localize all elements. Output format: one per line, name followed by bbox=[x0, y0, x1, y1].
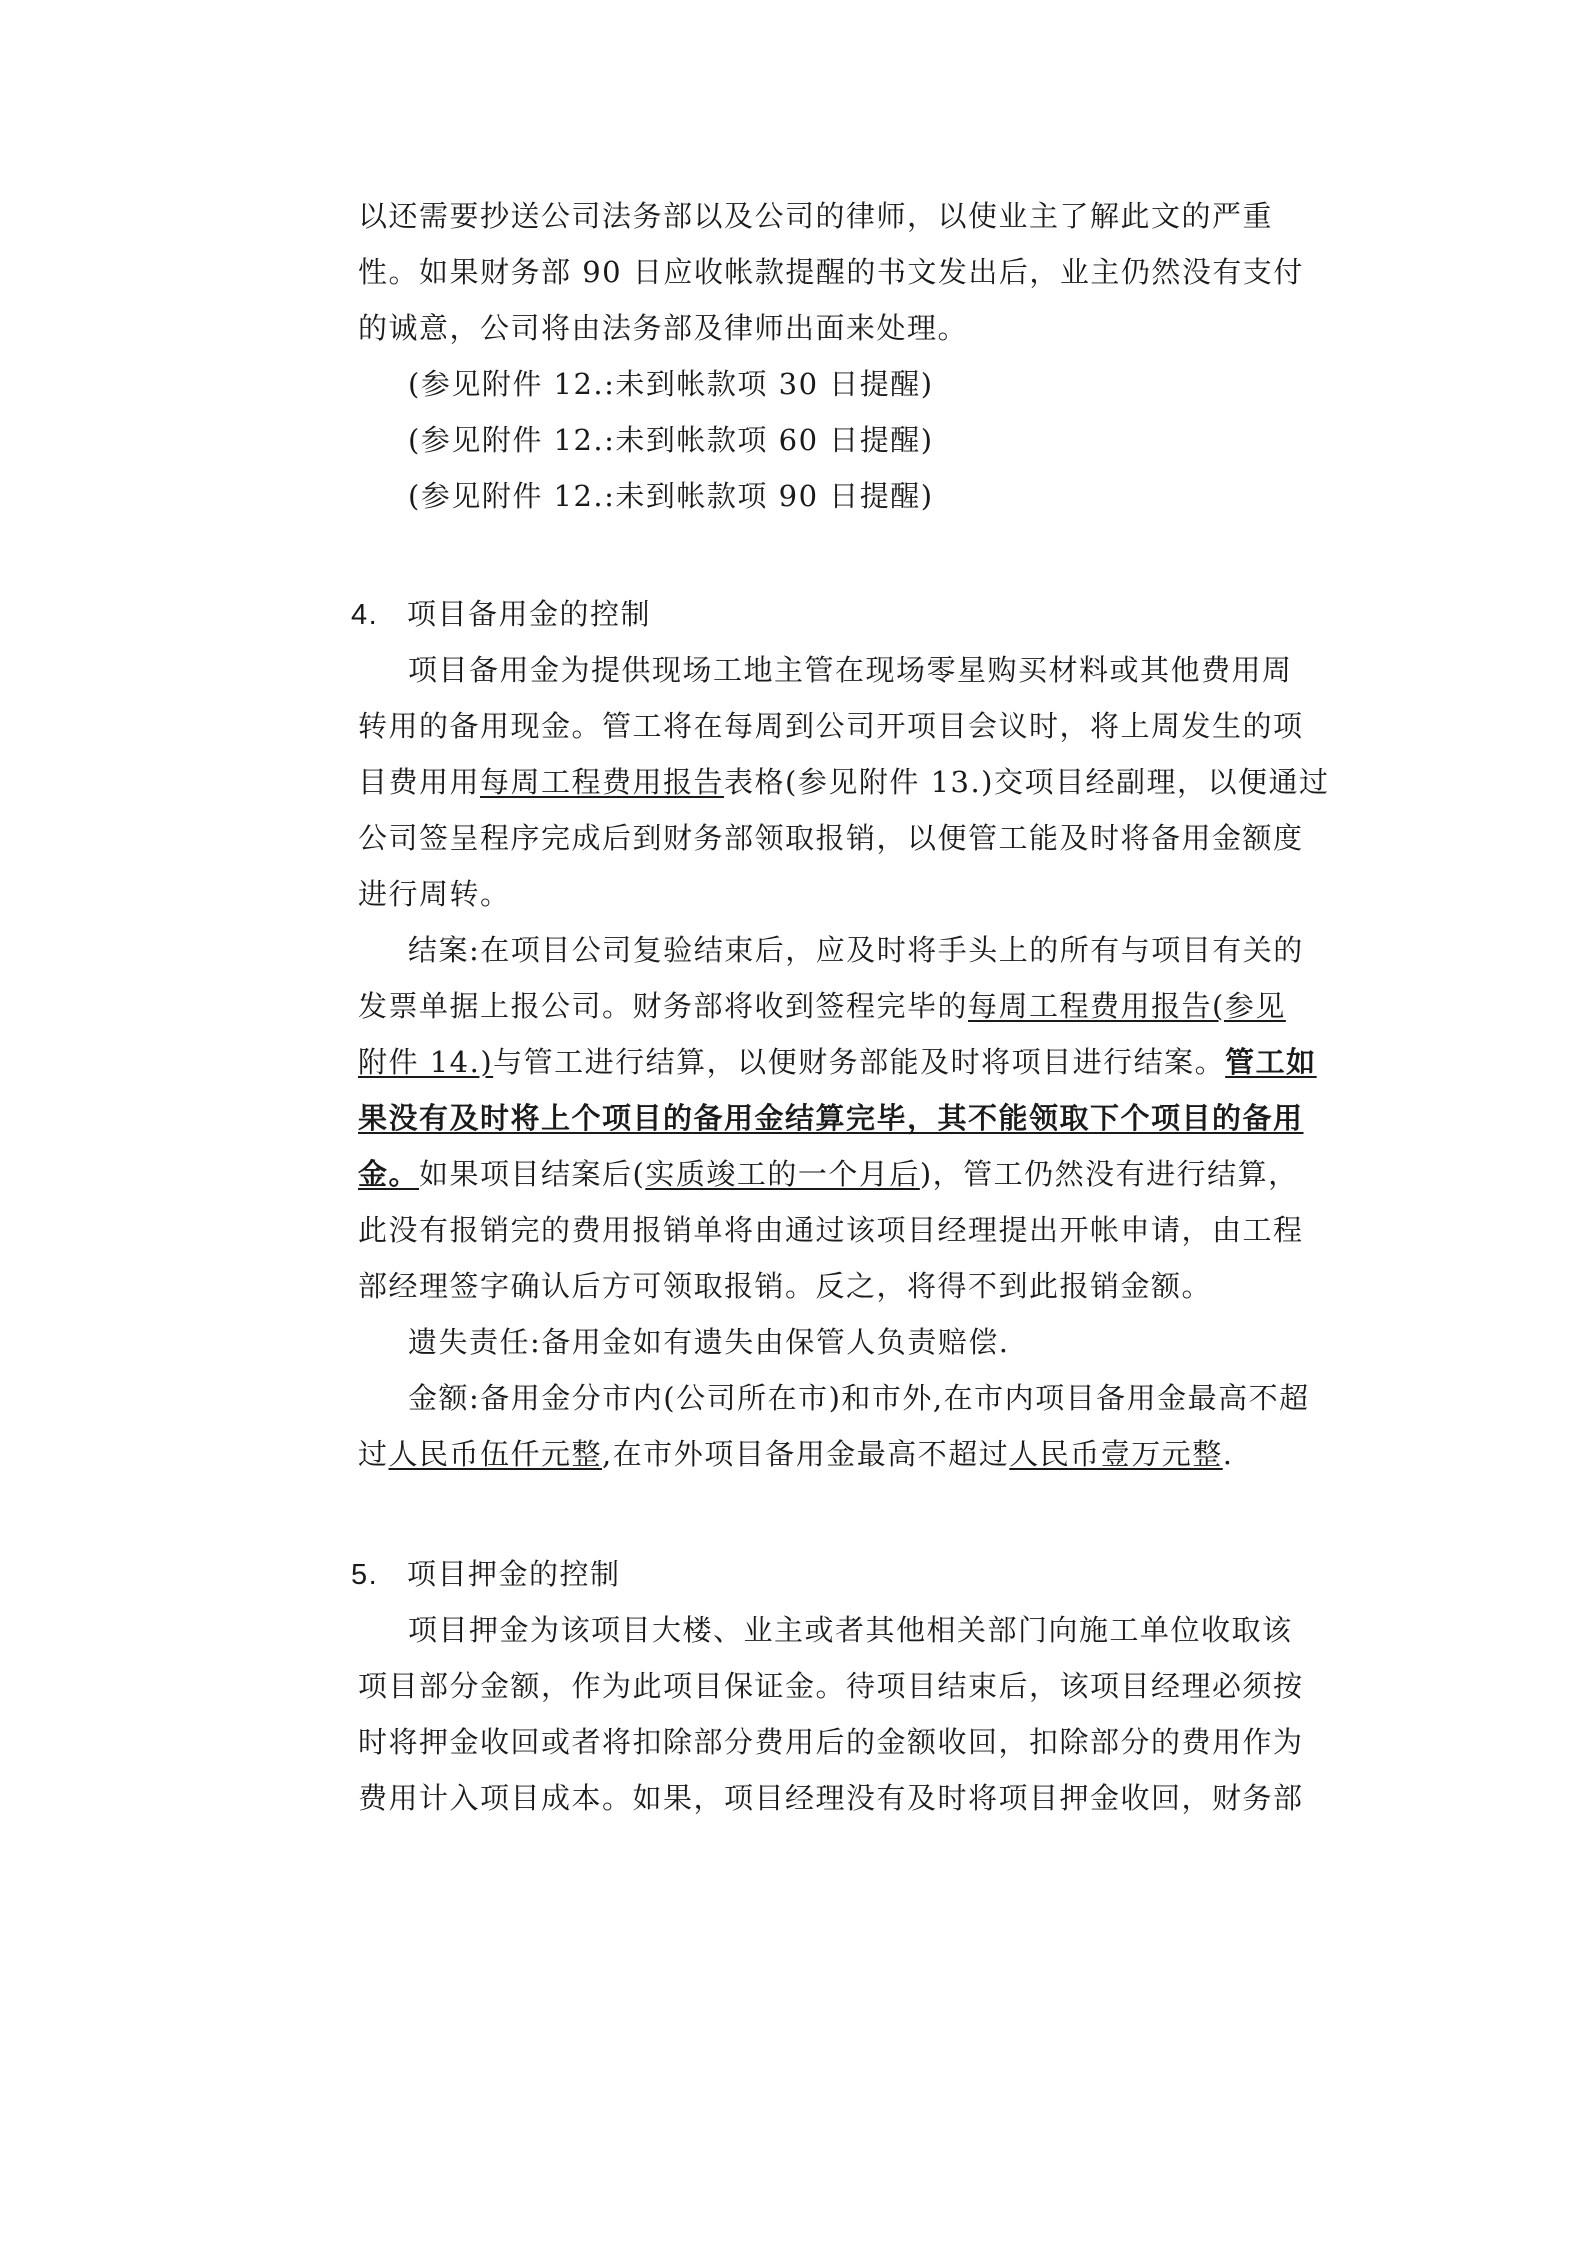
underlined-term: 实质竣工的一个月后 bbox=[645, 1157, 920, 1191]
section-title: 项目备用金的控制 bbox=[407, 597, 652, 631]
paragraph-line: 项目押金为该项目大楼、业主或者其他相关部门向施工单位收取该 bbox=[408, 1613, 1293, 1647]
underlined-term: 每周工程费用报告(参见 bbox=[968, 989, 1286, 1023]
text-run: . bbox=[1222, 1437, 1234, 1471]
paragraph-line: 遗失责任:备用金如有遗失由保管人负责赔偿. bbox=[408, 1325, 1010, 1359]
paragraph-line: 结案:在项目公司复验结束后，应及时将手头上的所有与项目有关的 bbox=[408, 933, 1304, 967]
underlined-term: 人民币伍仟元整 bbox=[388, 1437, 603, 1471]
paragraph-line: 以还需要抄送公司法务部以及公司的律师，以使业主了解此文的严重 bbox=[358, 199, 1274, 233]
paragraph-line bbox=[358, 1098, 1304, 1138]
section-number: 4. bbox=[351, 599, 379, 631]
paragraph-line: 项目备用金为提供现场工地主管在现场零星购买材料或其他费用周 bbox=[408, 653, 1293, 687]
text-run: 如果项目结案后( bbox=[419, 1157, 646, 1191]
paragraph-line: 部经理签字确认后方可领取报销。反之，将得不到此报销金额。 bbox=[358, 1269, 1213, 1303]
reference-line: (参见附件 12.:未到帐款项 30 日提醒) bbox=[408, 367, 934, 401]
text-run: 过 bbox=[358, 1437, 389, 1471]
paragraph-line: 性。如果财务部 90 日应收帐款提醒的书文发出后，业主仍然没有支付 bbox=[358, 255, 1304, 289]
text-run: 发票单据上报公司。财务部将收到签程完毕的 bbox=[358, 989, 969, 1023]
text-run: 与管工进行结算，以便财务部能及时将项目进行结案。 bbox=[493, 1045, 1226, 1079]
section-number: 5. bbox=[351, 1559, 379, 1591]
paragraph-line: 时将押金收回或者将扣除部分费用后的金额收回，扣除部分的费用作为 bbox=[358, 1725, 1304, 1759]
paragraph-line: 进行周转。 bbox=[358, 877, 511, 911]
paragraph-line: 费用计入项目成本。如果，项目经理没有及时将项目押金收回，财务部 bbox=[358, 1781, 1304, 1815]
text-run: 表格(参见附件 13.)交项目经副理，以便通过 bbox=[724, 765, 1330, 799]
text-run: 目费用用 bbox=[358, 765, 481, 799]
paragraph-line: 项目部分金额，作为此项目保证金。待项目结束后，该项目经理必须按 bbox=[358, 1669, 1304, 1703]
underlined-term: 人民币壹万元整 bbox=[1009, 1437, 1223, 1471]
paragraph-line bbox=[358, 986, 1286, 1026]
paragraph-line: 转用的备用现金。管工将在每周到公司开项目会议时，将上周发生的项 bbox=[358, 709, 1304, 743]
reference-line: (参见附件 12.:未到帐款项 60 日提醒) bbox=[408, 423, 934, 457]
paragraph-line: 公司签呈程序完成后到财务部领取报销，以便管工能及时将备用金额度 bbox=[358, 821, 1304, 855]
paragraph-line: 金额:备用金分市内(公司所在市)和市外,在市内项目备用金最高不超 bbox=[408, 1381, 1310, 1415]
paragraph-line bbox=[358, 1434, 1234, 1474]
bold-underlined-text: 果没有及时将上个项目的备用金结算完毕，其不能领取下个项目的备用 bbox=[358, 1101, 1304, 1135]
reference-line: (参见附件 12.:未到帐款项 90 日提醒) bbox=[408, 479, 934, 513]
paragraph-line: 的诚意，公司将由法务部及律师出面来处理。 bbox=[358, 311, 969, 345]
paragraph-line bbox=[358, 762, 1330, 802]
text-run: ,在市外项目备用金最高不超过 bbox=[602, 1437, 1010, 1471]
section-heading bbox=[351, 1554, 621, 1594]
paragraph-line bbox=[358, 1042, 1317, 1082]
text-run: )，管工仍然没有进行结算， bbox=[919, 1157, 1299, 1191]
underlined-term: 附件 14.) bbox=[358, 1045, 494, 1079]
bold-underlined-text: 管工如 bbox=[1225, 1045, 1317, 1079]
paragraph-line bbox=[358, 1154, 1299, 1194]
section-title: 项目押金的控制 bbox=[407, 1557, 621, 1591]
bold-underlined-text: 金。 bbox=[358, 1157, 420, 1191]
paragraph-line: 此没有报销完的费用报销单将由通过该项目经理提出开帐申请，由工程 bbox=[358, 1213, 1304, 1247]
section-heading bbox=[351, 594, 651, 634]
underlined-term: 每周工程费用报告 bbox=[480, 765, 725, 799]
